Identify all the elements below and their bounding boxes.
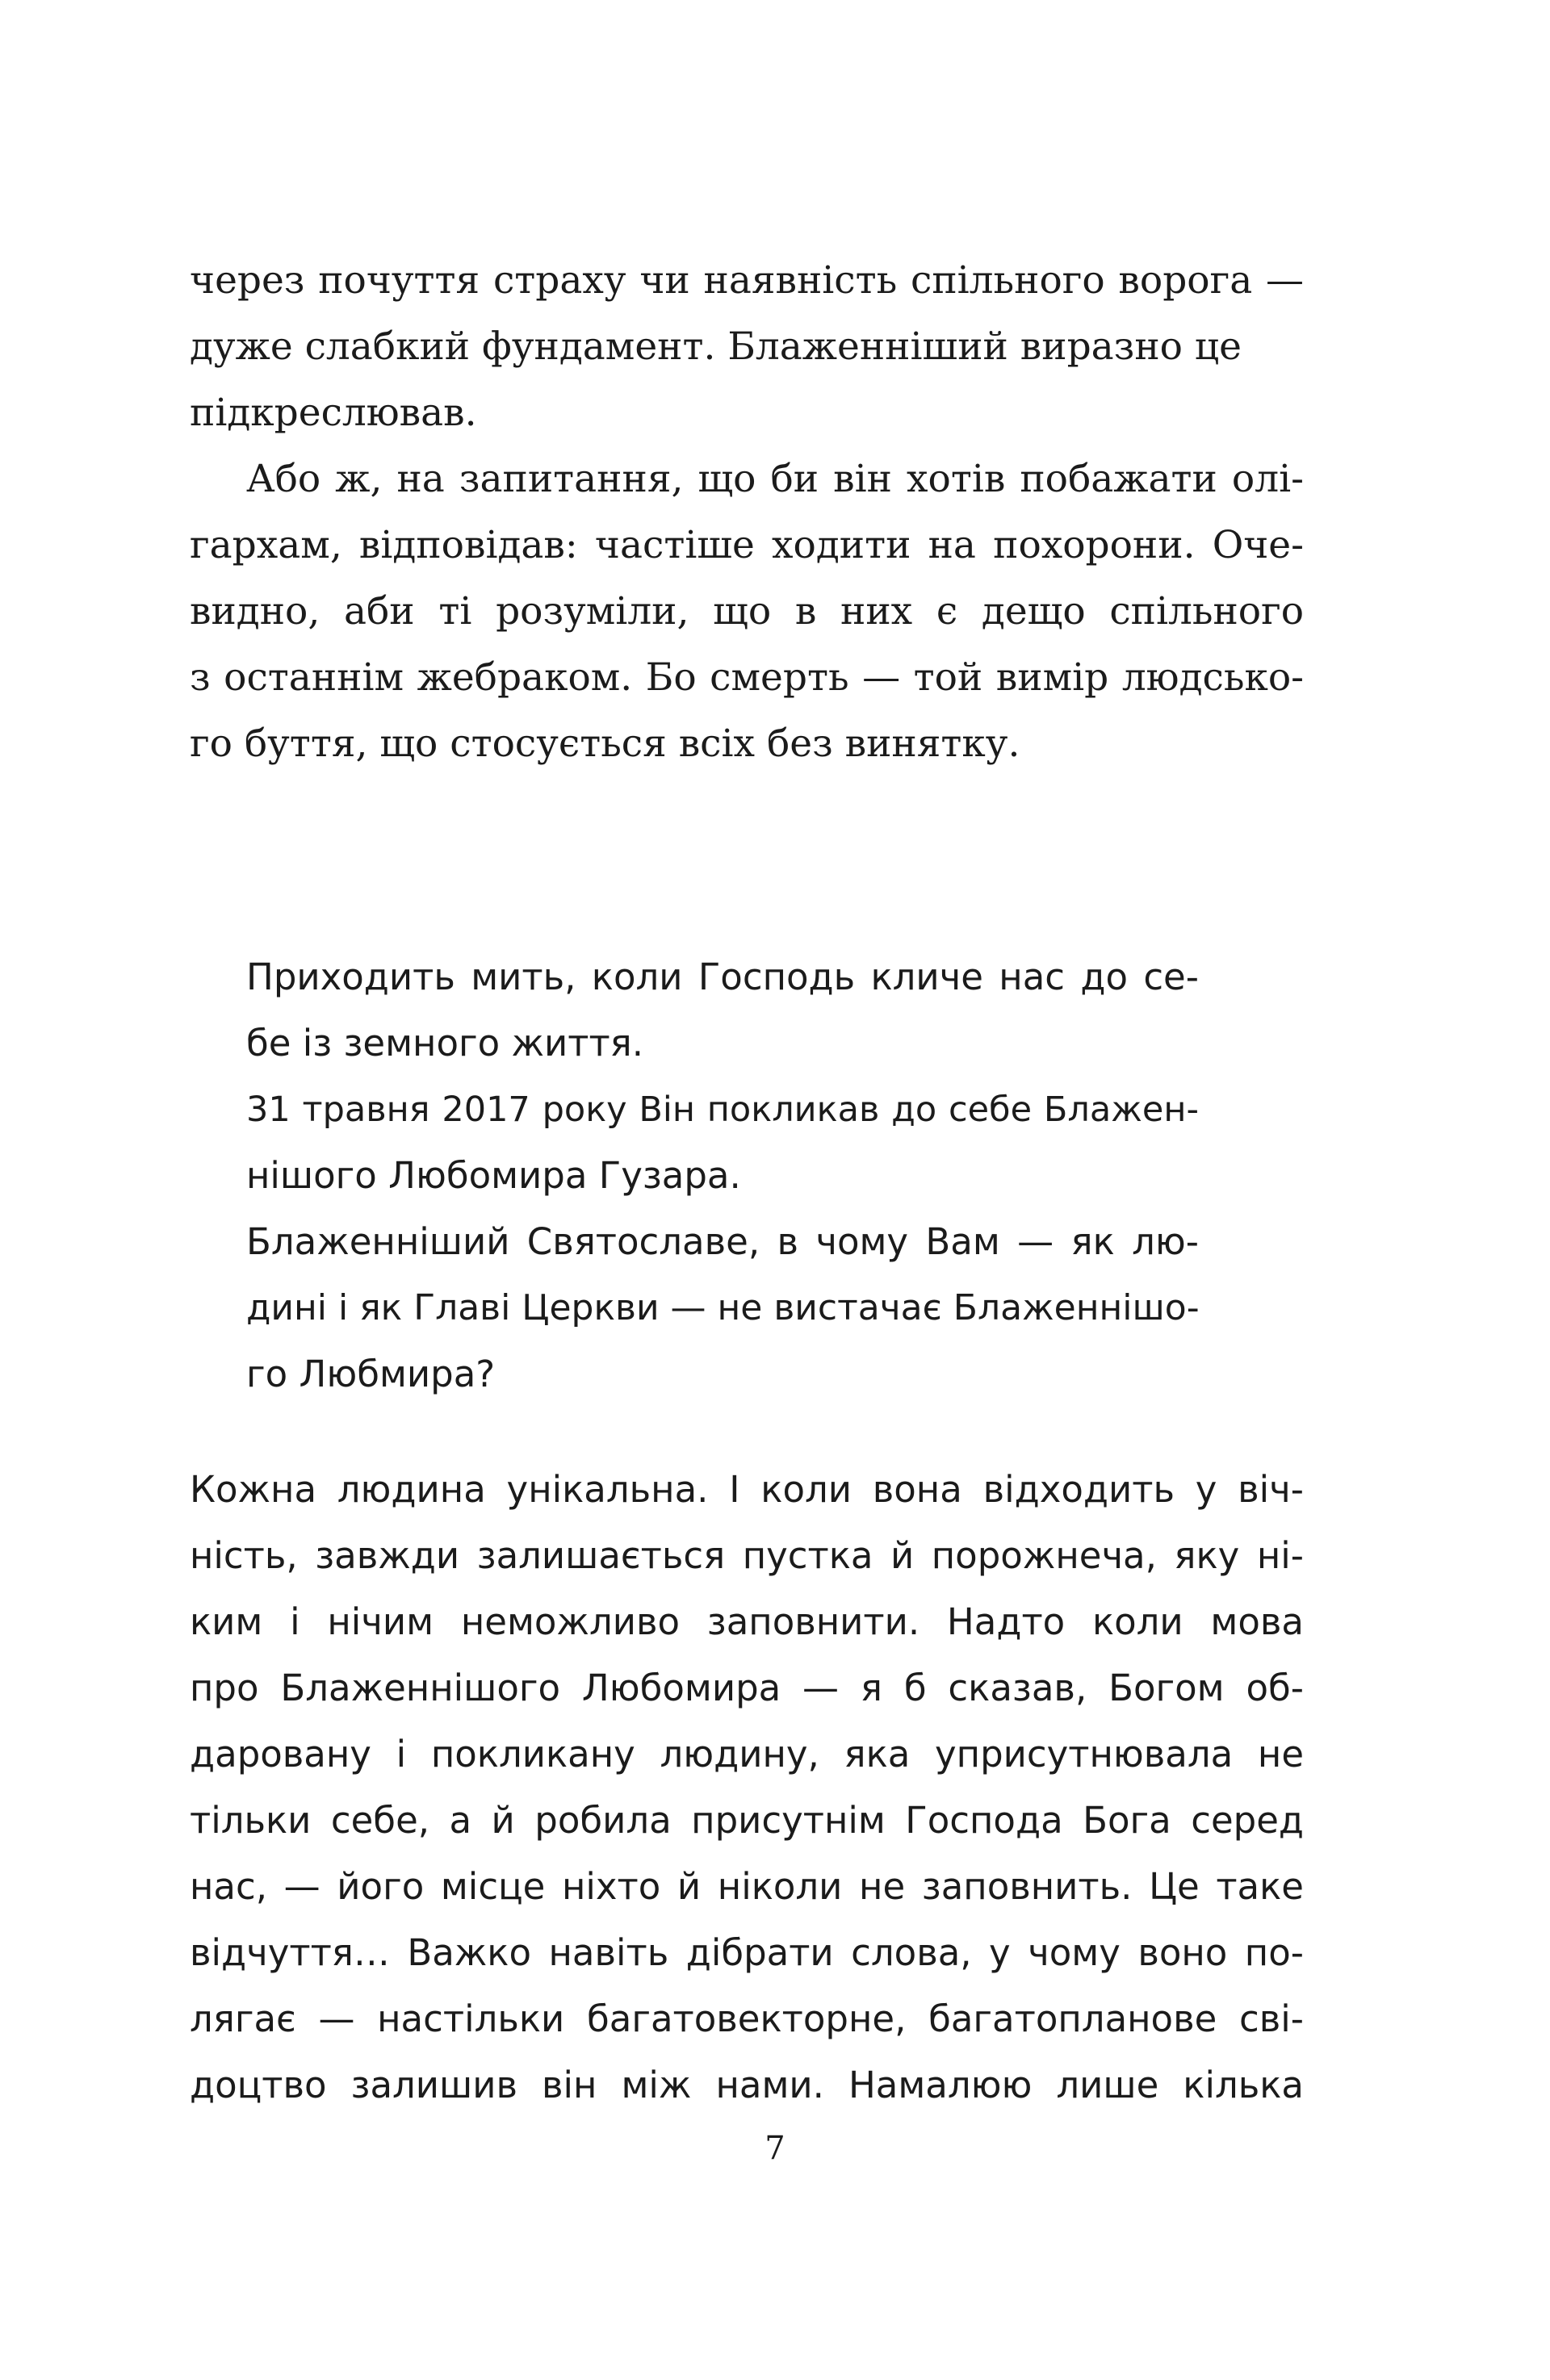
text-line: ким і нічим неможливо заповнити. Надто коли мова (190, 1600, 1304, 1643)
text-line: Блаженніший Святославе, в чому Вам — як лю- (246, 1220, 1199, 1263)
text-line: Кожна людина унікальна. І коли вона відходить у віч- (190, 1468, 1304, 1511)
text-line: даровану і покликану людину, яка уприсутнювала не (190, 1733, 1304, 1776)
text-line: нас, — його місце ніхто й ніколи не заповнить. Це таке (190, 1865, 1304, 1908)
text-line: про Блаженнішого Любомира — я б сказав, Богом об- (190, 1667, 1304, 1709)
text-block-answer (190, 1457, 1304, 2119)
text-line: через почуття страху чи наявність спільного ворога — (190, 258, 1304, 303)
text-line: доцтво залишив він між нами. Намалюю лише кілька (190, 2064, 1304, 2106)
text-line: 31 травня 2017 року Він покликав до себе Блажен- (246, 1090, 1199, 1130)
text-block-answer-continued (190, 248, 1304, 777)
page-number: 7 (765, 2130, 785, 2167)
text-line: дині і як Главі Церкви — не вистачає Блаженнішо- (246, 1287, 1200, 1328)
text-line: Приходить мить, коли Господь кличе нас до се- (246, 956, 1199, 998)
text-line: дуже слабкий фундамент. Блаженніший виразно це (190, 324, 1242, 369)
text-line: гархам, відповідав: частіше ходити на похорони. Оче- (190, 523, 1304, 567)
text-line: ність, завжди залишається пустка й порожнеча, яку ні- (190, 1534, 1304, 1577)
text-block-question (190, 944, 1304, 1408)
text-line: відчуття… Важко навіть дібрати слова, у чому воно по- (190, 1931, 1304, 1974)
text-line: з останнім жебраком. Бо смерть — той вимір людсько- (190, 655, 1304, 700)
text-line: го буття, що стосується всіх без винятку. (190, 722, 1020, 766)
text-line: тільки себе, а й робила присутнім Господа Бога серед (190, 1799, 1304, 1842)
text-line: нішого Любомира Гузара. (246, 1154, 741, 1197)
text-line: підкреслював. (190, 391, 477, 435)
text-line: бе із земного життя. (246, 1022, 644, 1065)
text-line: лягає — настільки багатовекторне, багатопланове сві- (190, 1997, 1304, 2040)
text-line: видно, аби ті розуміли, що в них є дещо спільного (190, 589, 1304, 634)
text-line: Або ж, на запитання, що би він хотів побажати олі- (246, 457, 1304, 501)
text-line: го Любмира? (246, 1353, 496, 1395)
